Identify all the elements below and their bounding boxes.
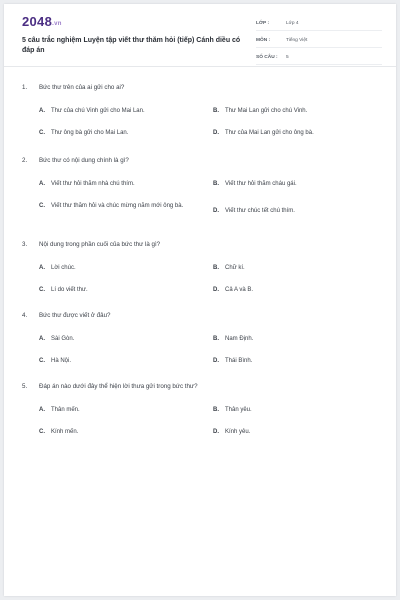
meta-count-value: 5 <box>286 55 289 60</box>
answer-option-a[interactable] <box>39 334 74 344</box>
answer-option-b[interactable] <box>213 179 297 189</box>
option-text: Lời chúc. <box>51 265 76 271</box>
option-text: Nam Định. <box>225 336 254 342</box>
meta-class-label: LỚP : <box>256 21 270 26</box>
option-text: Viết thư hỏi thăm cháu gái. <box>225 181 297 187</box>
meta-count-row <box>256 51 382 65</box>
option-text: Viết thư hỏi thăm nhà chú thím. <box>51 181 135 187</box>
site-logo[interactable] <box>22 14 62 29</box>
answer-option-c[interactable] <box>39 427 78 437</box>
question-number: 4. <box>22 312 28 319</box>
worksheet-meta <box>256 17 382 68</box>
question-text <box>22 241 160 248</box>
answer-option-b[interactable] <box>213 334 253 344</box>
option-text: Thư ông bà gửi cho Mai Lan. <box>51 130 129 136</box>
worksheet-page <box>4 4 396 596</box>
option-letter: C. <box>39 358 45 364</box>
worksheet-header <box>4 4 396 67</box>
meta-class-row <box>256 17 382 31</box>
logo-suffix: .vn <box>52 21 62 27</box>
option-letter: D. <box>213 287 219 293</box>
question-number: 1. <box>22 84 28 91</box>
answer-option-a[interactable] <box>39 263 76 273</box>
answer-option-a[interactable] <box>39 405 80 415</box>
question-text <box>22 383 198 390</box>
option-letter: D. <box>213 429 219 435</box>
answer-option-d[interactable] <box>213 356 252 366</box>
answer-option-b[interactable] <box>213 405 252 415</box>
question-prompt: Nội dung trong phần cuối của bức thư là gì? <box>39 241 161 248</box>
question-text <box>22 84 124 91</box>
option-letter: C. <box>39 429 45 435</box>
answer-option-d[interactable] <box>213 427 250 437</box>
option-text: Thân yêu. <box>225 407 252 413</box>
option-text: Kính mến. <box>51 429 79 435</box>
option-text: Kính yêu. <box>225 429 251 435</box>
question-number: 3. <box>22 241 28 248</box>
option-letter: B. <box>213 181 219 187</box>
option-letter: A. <box>39 265 45 271</box>
answer-option-d[interactable] <box>213 128 314 138</box>
option-letter: A. <box>39 407 45 413</box>
option-letter: C. <box>39 130 45 136</box>
option-letter: B. <box>213 108 219 114</box>
option-text: Chữ kí. <box>225 265 245 271</box>
option-text: Thái Bình. <box>225 358 253 364</box>
option-letter: A. <box>39 336 45 342</box>
option-letter: B. <box>213 336 219 342</box>
logo-main: 2048 <box>22 14 53 29</box>
option-text: Thân mến. <box>51 407 80 413</box>
option-text: Hà Nội. <box>51 358 72 364</box>
question-number: 2. <box>22 157 28 164</box>
meta-subject-label: MÔN : <box>256 38 271 43</box>
answer-option-b[interactable] <box>213 106 307 116</box>
question-prompt: Đáp án nào dưới đây thể hiện lời thưa gửi trong bức thư? <box>39 383 198 390</box>
option-letter: B. <box>213 265 219 271</box>
option-text: Lí do viết thư. <box>51 287 88 293</box>
option-text: Viết thư chúc tết chú thím. <box>225 208 295 214</box>
option-text: Cả A và B. <box>225 287 254 293</box>
option-letter: D. <box>213 130 219 136</box>
answer-option-c[interactable] <box>39 128 128 138</box>
option-letter: C. <box>39 287 45 293</box>
answer-option-c[interactable] <box>39 356 71 366</box>
option-letter: D. <box>213 358 219 364</box>
question-text <box>22 157 129 164</box>
answer-option-d[interactable] <box>213 285 253 295</box>
answer-option-b[interactable] <box>213 263 245 273</box>
option-text: Sài Gòn. <box>51 336 75 342</box>
option-letter: A. <box>39 108 45 114</box>
answer-option-a[interactable] <box>39 106 145 116</box>
worksheet-title: 5 câu trắc nghiệm Luyện tập viết thư thăm hỏi (tiếp) Cánh diều có đáp án <box>22 37 241 54</box>
meta-subject-value: Tiếng Việt <box>286 38 308 43</box>
option-text: Thư của Mai Lan gửi cho ông bà. <box>225 130 314 136</box>
question-prompt: Bức thư có nội dung chính là gì? <box>39 157 129 164</box>
option-text: Viết thư thăm hỏi và chúc mừng năm mới ông bà. <box>51 203 184 209</box>
option-letter: C. <box>39 203 45 209</box>
meta-class-value: Lớp 4 <box>286 21 299 26</box>
answer-option-a[interactable] <box>39 179 135 189</box>
option-text: Thư Mai Lan gửi cho chú Vinh. <box>225 108 308 114</box>
answer-option-c[interactable] <box>39 201 199 211</box>
answer-option-c[interactable] <box>39 285 88 295</box>
option-letter: A. <box>39 181 45 187</box>
question-text <box>22 312 110 319</box>
question-prompt: Bức thư được viết ở đâu? <box>39 312 111 319</box>
question-number: 5. <box>22 383 28 390</box>
answer-option-d[interactable] <box>213 206 295 216</box>
option-letter: B. <box>213 407 219 413</box>
meta-count-label: SỐ CÂU : <box>256 55 278 60</box>
option-text: Thư của chú Vinh gửi cho Mai Lan. <box>51 108 145 114</box>
option-letter: D. <box>213 208 219 214</box>
meta-subject-row <box>256 34 382 48</box>
question-prompt: Bức thư trên của ai gửi cho ai? <box>39 84 125 91</box>
